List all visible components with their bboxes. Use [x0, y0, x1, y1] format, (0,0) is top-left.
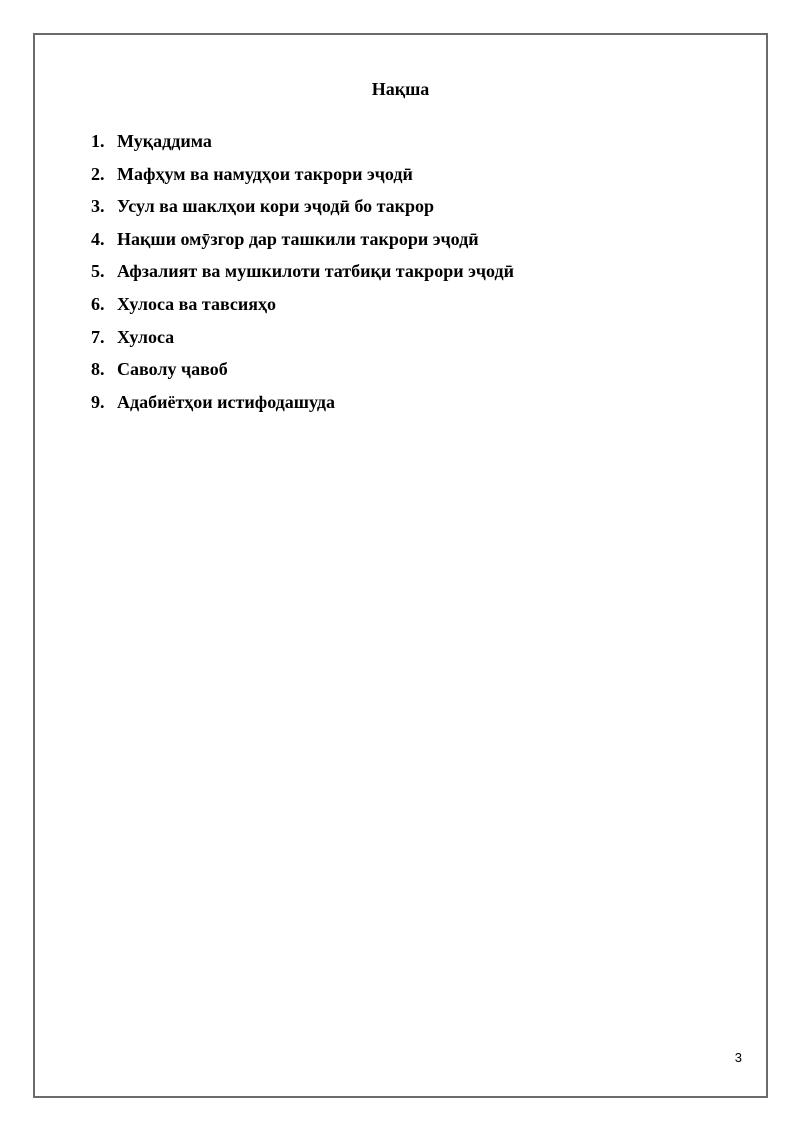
- toc-item: [91, 130, 514, 163]
- toc-item-text: Хулоса: [117, 326, 175, 347]
- toc-item-text: Нақши омӯзгор дар ташкили такрори эҷодӣ: [117, 228, 479, 249]
- toc-item-text: Хулоса ва тавсияҳо: [117, 293, 276, 314]
- page-frame: [33, 33, 768, 1098]
- toc-item: [91, 163, 514, 196]
- toc-item-number: 3.: [91, 196, 105, 217]
- toc-item: [91, 260, 514, 293]
- toc-item-number: 5.: [91, 261, 105, 282]
- toc-item-number: 6.: [91, 293, 105, 314]
- toc-item: [91, 228, 514, 261]
- toc-item-text: Адабиётҳои истифодашуда: [117, 391, 335, 412]
- toc-item-number: 8.: [91, 359, 105, 380]
- toc-item-number: 9.: [91, 391, 105, 412]
- toc-item: [91, 358, 514, 391]
- toc-item-number: 1.: [91, 131, 105, 151]
- table-of-contents: [91, 130, 514, 423]
- toc-item-number: 7.: [91, 326, 105, 347]
- toc-item: [91, 326, 514, 359]
- toc-item-number: 2.: [91, 163, 105, 184]
- toc-item: [91, 195, 514, 228]
- toc-item-text: Мафҳум ва намудҳои такрори эҷодӣ: [117, 163, 413, 184]
- toc-item-text: Афзалият ва мушкилоти татбиқи такрори эҷодӣ: [117, 261, 514, 282]
- toc-item-text: Муқаддима: [117, 131, 212, 151]
- toc-item: [91, 391, 514, 424]
- toc-item-text: Усул ва шаклҳои кори эҷодӣ бо такрор: [117, 196, 435, 217]
- document-title: Нақша: [371, 79, 430, 99]
- page-number: 3: [734, 1050, 742, 1065]
- toc-item: [91, 293, 514, 326]
- toc-item-text: Саволу ҷавоб: [117, 359, 228, 380]
- toc-item-number: 4.: [91, 228, 105, 249]
